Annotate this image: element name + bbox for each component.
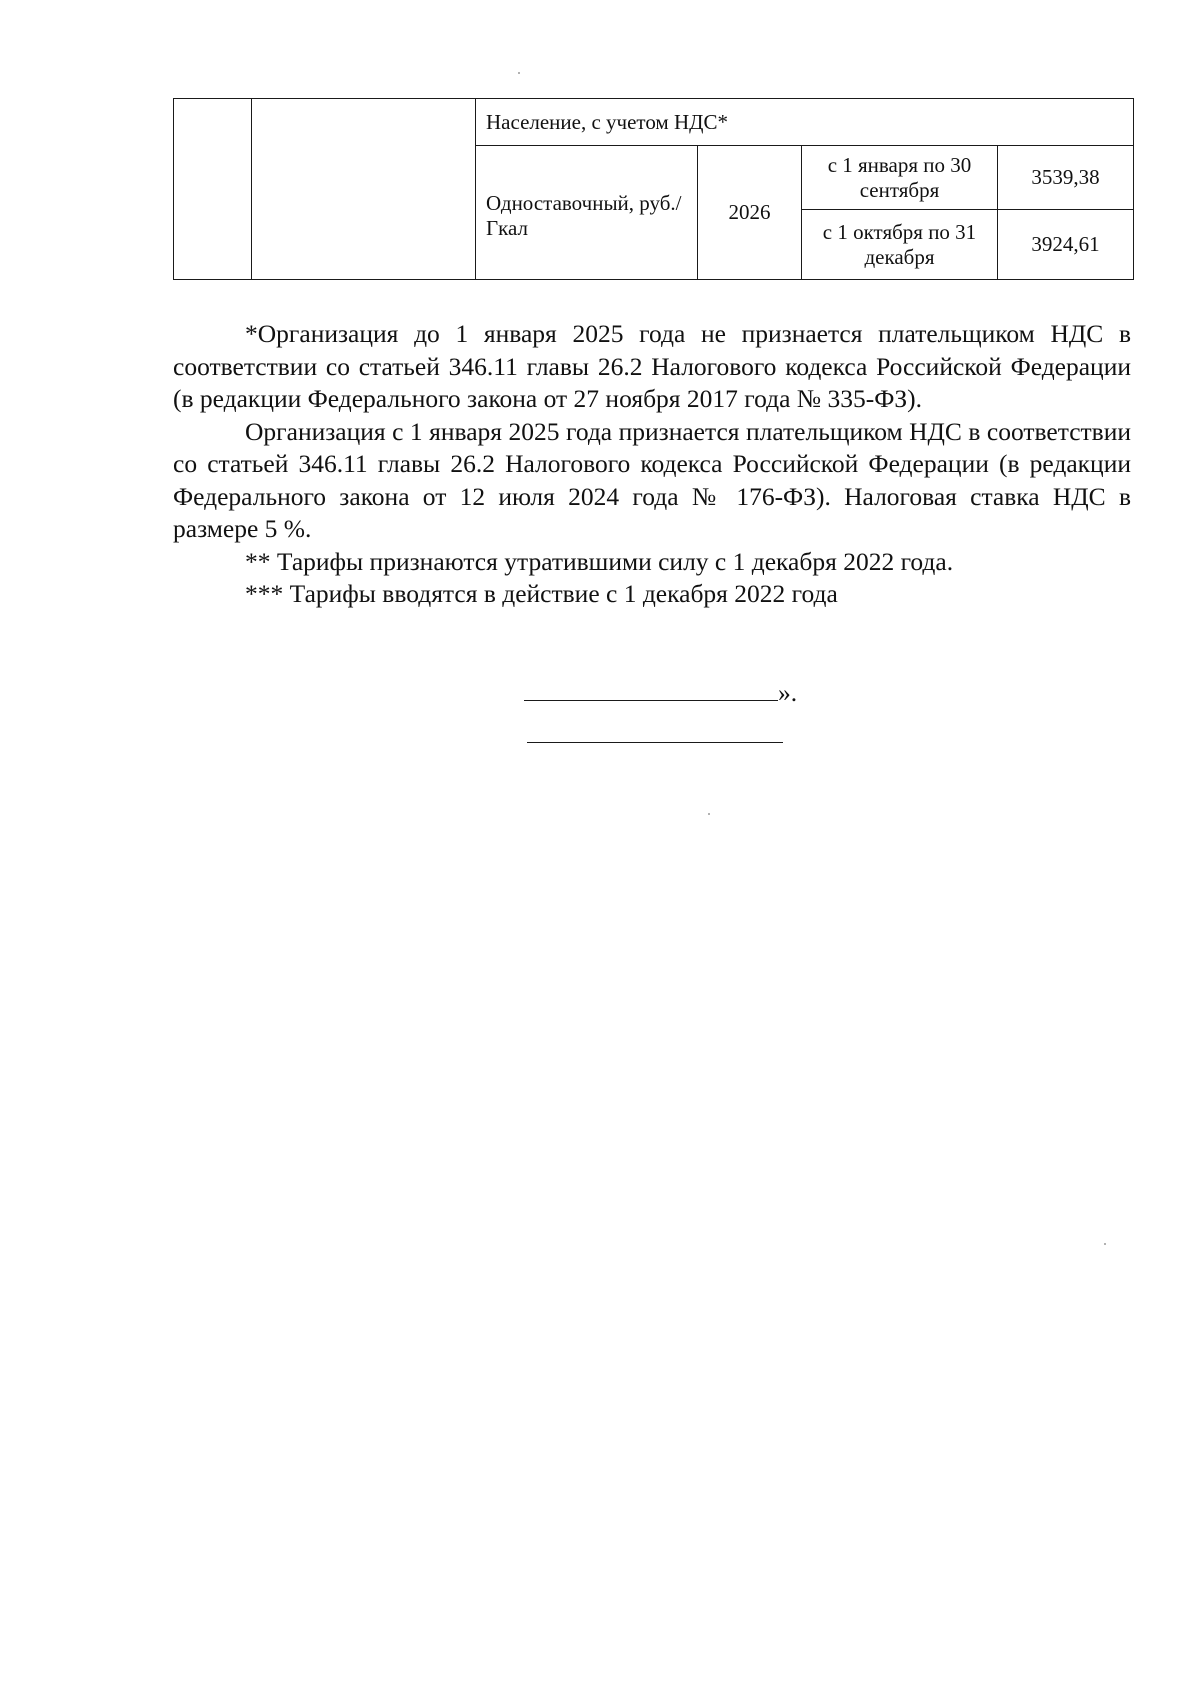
scan-speck xyxy=(708,813,710,815)
table-cell-organization xyxy=(252,99,476,280)
table-cell-tariff-value: 3924,61 xyxy=(998,210,1134,280)
table-cell-tariff-value: 3539,38 xyxy=(998,146,1134,210)
scan-speck xyxy=(518,72,520,74)
table-cell-year: 2026 xyxy=(698,146,802,280)
table-row-group-header xyxy=(174,99,1134,146)
table-cell-number xyxy=(174,99,252,280)
closing-underline xyxy=(524,678,778,701)
footnotes xyxy=(173,318,1131,611)
table-cell-tariff-type: Одноставочный, руб./Гкал xyxy=(476,146,698,280)
footnote-tariffs-effective: *** Тарифы вводятся в действие с 1 декабря 2022 года xyxy=(245,579,838,608)
closing-quote-mark: ». xyxy=(778,678,798,707)
table-cell-period: с 1 января по 30 сентября xyxy=(802,146,998,210)
table-cell-period: с 1 октября по 31 декабря xyxy=(802,210,998,280)
footnote-vat-before-2025: *Организация до 1 января 2025 года не признается плательщиком НДС в соответствии со статьей 346.11 главы 26.2 Налогового кодекса Российской Федерации (в редакции Федерального закона от 27 ноября 2017 года № 335-ФЗ). xyxy=(173,319,1131,413)
end-separator-line xyxy=(527,742,783,743)
tariff-table xyxy=(173,98,1134,280)
closing-line xyxy=(524,678,797,708)
scan-speck xyxy=(1104,1243,1106,1245)
table-cell-consumer-group: Население, с учетом НДС* xyxy=(476,99,1134,146)
footnote-tariffs-expired: ** Тарифы признаются утратившими силу с 1 декабря 2022 года. xyxy=(245,546,954,576)
footnote-vat-from-2025: Организация с 1 января 2025 года признается плательщиком НДС в соответствии со статьей 346.11 главы 26.2 Налогового кодекса Российской Федерации (в редакции Федерального закона от 12 июля 2024 года № 176-ФЗ). Налоговая ставка НДС в размере 5 %. xyxy=(173,416,1131,543)
